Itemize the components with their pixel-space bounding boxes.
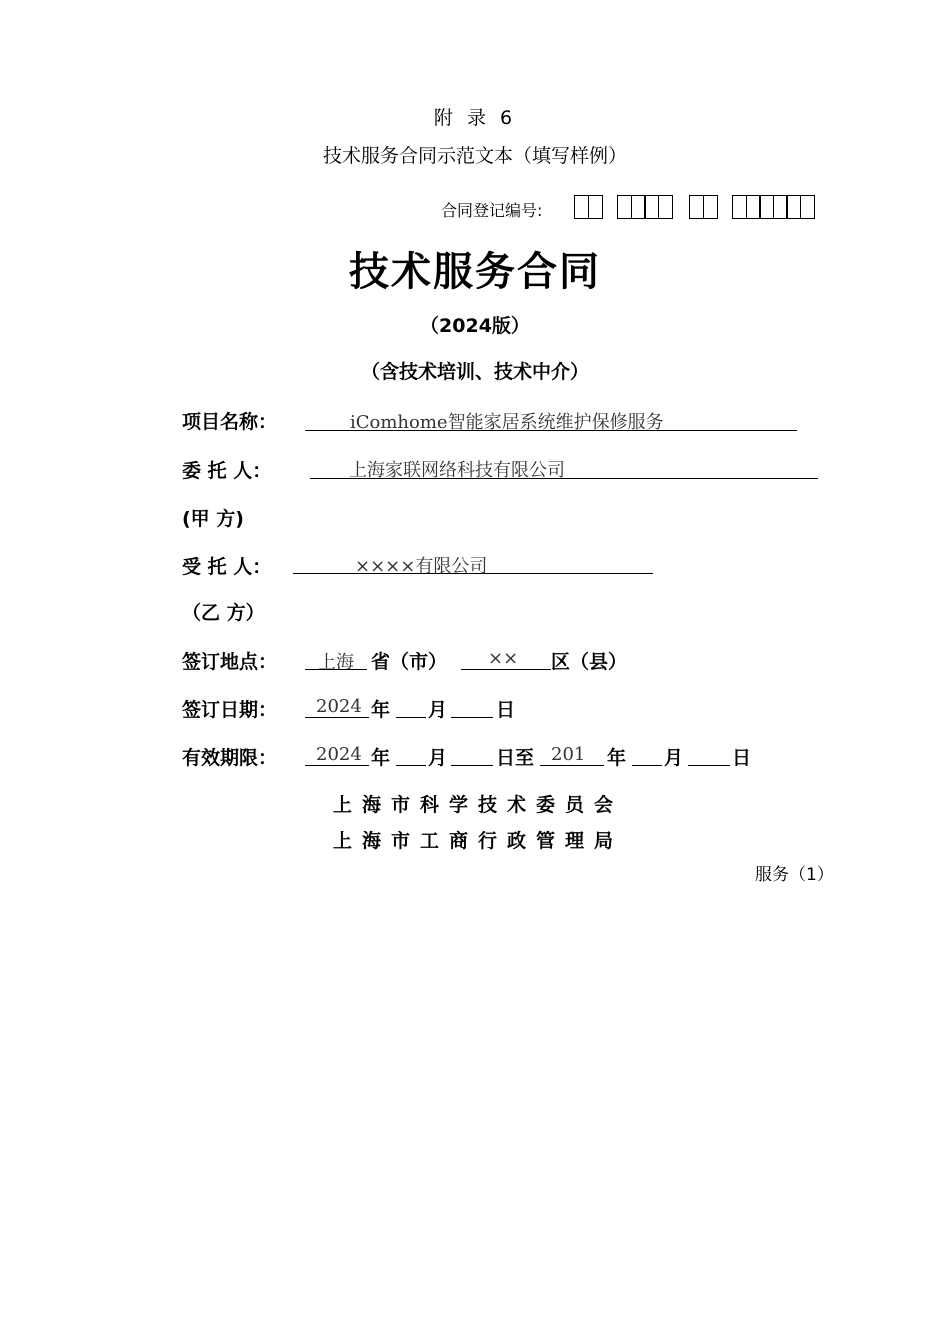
date-month-unit: 月 [428,699,448,721]
project-name-value[interactable]: iComhome智能家居系统维护保修服务 [350,412,664,433]
validity-start-month-underline[interactable] [396,765,426,766]
contract-title: 技术服务合同 [349,249,601,295]
validity-start-month-unit: 月 [428,747,448,769]
validity-start-day-underline[interactable] [451,765,493,766]
client-value[interactable]: 上海家联网络科技有限公司 [349,460,565,481]
signing-place-label: 签订地点： [182,651,278,673]
issuer-science-commission: 上海市科学技术委员会 [333,794,624,816]
validity-end-year-underline [540,765,604,766]
signing-date-label: 签订日期： [182,699,278,721]
district-unit: 区（县） [551,651,628,673]
province-value[interactable]: 上海 [318,652,354,673]
district-value[interactable]: ×× [488,648,519,669]
date-year-unit: 年 [371,699,391,721]
date-day-unit: 日 [496,699,516,721]
registration-number-label: 合同登记编号: [441,201,543,220]
validity-to-label: 日至 [496,747,535,769]
date-year-value[interactable]: 2024 [316,696,362,717]
document-subtitle: 技术服务合同示范文本（填写样例） [322,145,627,167]
validity-end-year-value[interactable]: 201 [551,744,586,765]
date-month-underline[interactable] [396,717,426,718]
contract-version: （2024版） [420,315,530,337]
validity-start-year-underline [305,765,369,766]
contractor-value[interactable]: ××××有限公司 [355,556,488,577]
registration-box-group-2[interactable] [617,195,673,219]
appendix-heading: 附 录 6 [433,107,517,129]
project-name-label: 项目名称： [182,411,278,433]
registration-box-group-1[interactable] [574,195,603,219]
province-unit: 省（市） [371,651,448,673]
party-b-label: （乙 方） [182,602,265,624]
issuer-commerce-bureau: 上海市工商行政管理局 [333,830,624,852]
registration-box-group-4[interactable] [732,195,815,219]
date-day-underline[interactable] [451,717,493,718]
validity-label: 有效期限： [182,747,278,769]
registration-box-group-3[interactable] [689,195,718,219]
validity-end-month-unit: 月 [664,747,684,769]
validity-end-month-underline[interactable] [632,765,662,766]
client-label: 委 托 人： [182,460,272,482]
district-underline [461,669,551,670]
party-a-label: (甲 方) [182,508,244,530]
validity-start-year-unit: 年 [371,747,391,769]
date-year-underline [305,717,369,718]
contract-scope: （含技术培训、技术中介） [360,361,589,383]
validity-end-year-unit: 年 [607,747,627,769]
validity-end-day-unit: 日 [732,747,752,769]
validity-end-day-underline[interactable] [688,765,730,766]
validity-start-year-value[interactable]: 2024 [316,744,362,765]
contractor-label: 受 托 人： [182,556,272,578]
page-number: 服务（1） [755,865,834,885]
